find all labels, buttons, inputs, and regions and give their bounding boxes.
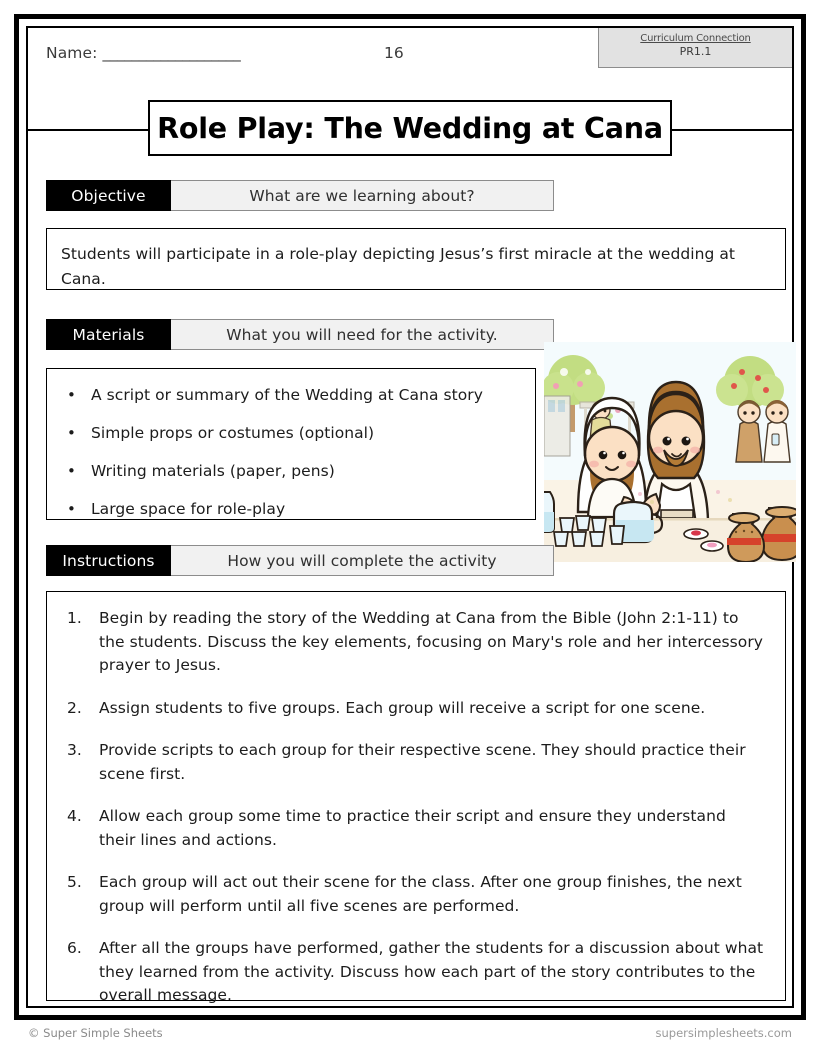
instructions-list [47,592,785,1020]
step-number: 3. [67,741,82,759]
step-number: 5. [67,873,82,891]
materials-section-header [46,319,554,350]
page-title-box [148,100,672,156]
materials-list [47,369,535,533]
cup-center [610,526,624,544]
step-number: 4. [67,807,82,825]
instructions-tag: Instructions [46,545,171,576]
step-text: Each group will act out their scene for the class. After one group finishes, the next group will perform until all five scenes are performed. [99,873,742,915]
list-item [61,423,525,443]
page-number: 16 [384,44,404,62]
list-item [61,697,767,721]
page-title: Role Play: The Wedding at Cana [157,111,663,145]
objective-content-box [46,228,786,290]
list-item [61,739,767,786]
page-border-inner [26,26,794,1008]
list-item [61,499,525,519]
step-text: After all the groups have performed, gather the students for a discussion about what they learned from the activity. Discuss how each part of the story contributes to the overall message. [99,939,764,1004]
name-field[interactable] [46,44,240,62]
title-band [28,100,792,160]
materials-content-box [46,368,536,520]
instructions-section-header [46,545,554,576]
bullet-icon: • [67,424,76,442]
illustration-svg [544,342,796,562]
website-link[interactable]: supersimplesheets.com [655,1026,792,1040]
curriculum-connection-box [598,28,792,68]
curriculum-connection-label: Curriculum Connection [640,33,751,44]
material-text: A script or summary of the Wedding at Cana story [91,386,483,404]
name-blank-line: ___________________ [102,44,241,62]
instructions-subtitle: How you will complete the activity [171,545,554,576]
materials-subtitle: What you will need for the activity. [171,319,554,350]
list-item [61,385,525,405]
curriculum-connection-code: PR1.1 [679,45,712,58]
worksheet-sheet [28,28,792,1006]
objective-text: Students will participate in a role-play depicting Jesus’s first miracle at the wedding at Cana. [61,245,736,288]
wedding-at-cana-illustration [544,342,796,562]
step-number: 6. [67,939,82,957]
step-text: Assign students to five groups. Each group will receive a script for one scene. [99,698,706,717]
name-label: Name: [46,44,98,62]
list-item [61,871,767,918]
water-carafe [544,492,554,532]
list-item [61,607,767,678]
material-text: Simple props or costumes (optional) [91,424,375,442]
step-text: Begin by reading the story of the Wedding at Cana from the Bible (John 2:1-11) to the students. Discuss the key elements, focusing on Mary's role and her intercessory prayer to Jesus. [99,609,763,674]
materials-tag: Materials [46,319,171,350]
list-item [61,461,525,481]
bullet-icon: • [67,386,76,404]
instructions-content-box [46,591,786,1004]
page-border-outer [14,14,806,1020]
copyright-text: © Super Simple Sheets [28,1026,163,1040]
list-item [61,805,767,852]
step-number: 1. [67,609,82,627]
worksheet-header [28,28,792,90]
material-text: Writing materials (paper, pens) [91,462,335,480]
bullet-icon: • [67,462,76,480]
step-text: Allow each group some time to practice their script and ensure they understand their lines and actions. [99,807,726,849]
list-item [61,937,767,1008]
material-text: Large space for role-play [91,500,286,518]
objective-section-header [46,180,554,211]
step-number: 2. [67,698,82,717]
step-text: Provide scripts to each group for their respective scene. They should practice their scene first. [99,741,746,783]
page-footer [0,1026,820,1048]
objective-subtitle: What are we learning about? [171,180,554,211]
bullet-icon: • [67,500,76,518]
objective-tag: Objective [46,180,171,211]
